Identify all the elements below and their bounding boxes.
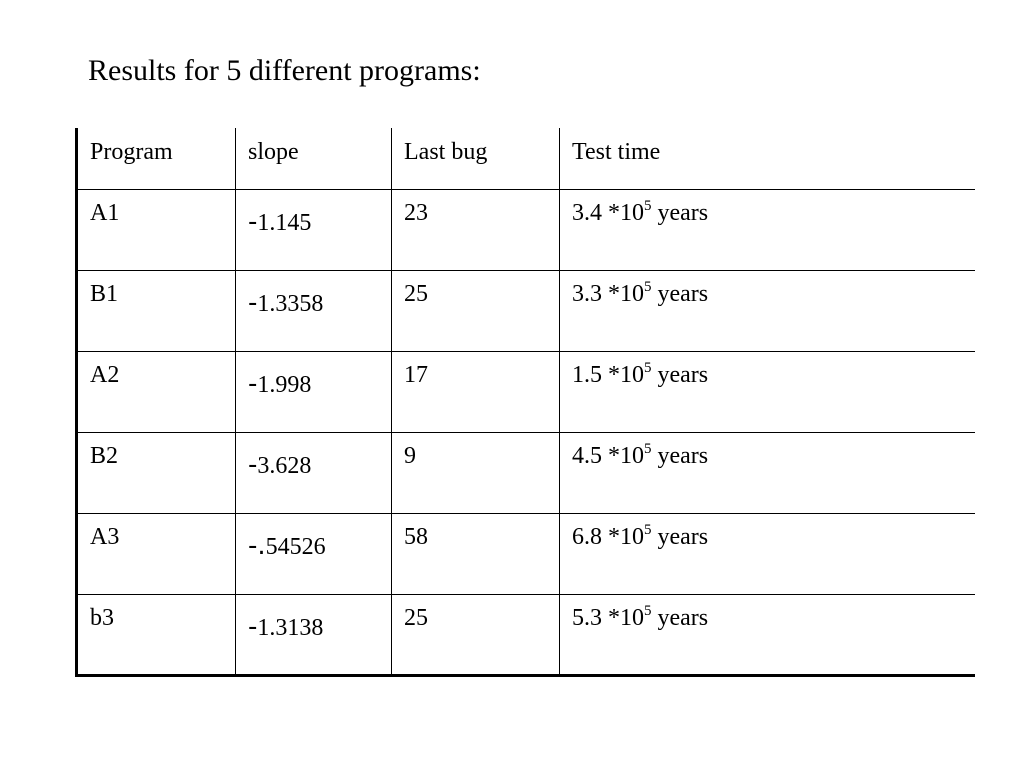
slope-sign: - [248,287,258,318]
test-time-mantissa: 6.8 *10 [572,523,644,550]
slope-cell [236,270,392,351]
test-time-cell [560,513,975,594]
slope-value: 3.628 [257,452,312,479]
slope-cell [236,513,392,594]
header-slope: slope [236,128,392,189]
slope-cell [236,189,392,270]
test-time-unit: years [657,199,709,226]
test-time-mantissa: 3.3 *10 [572,280,644,307]
slope-cell [236,432,392,513]
test-time-exponent: 5 [644,197,652,214]
test-time-exponent: 5 [644,602,652,619]
slope-sign: - [248,368,258,399]
test-time-mantissa: 5.3 *10 [572,604,644,631]
test-time-unit: years [657,604,709,631]
program-cell: B1 [77,270,236,351]
test-time-unit: years [657,280,709,307]
last-bug-cell: 23 [392,189,560,270]
test-time-cell [560,594,975,675]
test-time-mantissa: 3.4 *10 [572,199,644,226]
test-time-exponent: 5 [644,278,652,295]
last-bug-cell: 9 [392,432,560,513]
program-cell: A2 [77,351,236,432]
test-time-mantissa: 4.5 *10 [572,442,644,469]
program-cell: A3 [77,513,236,594]
last-bug-cell: 17 [392,351,560,432]
last-bug-cell: 25 [392,270,560,351]
test-time-cell [560,270,975,351]
slope-cell [236,594,392,675]
slope-sign: - [248,449,258,480]
header-last-bug: Last bug [392,128,560,189]
last-bug-cell: 58 [392,513,560,594]
program-cell: A1 [77,189,236,270]
table-row [77,594,975,675]
table-row [77,270,975,351]
table-header-row [77,128,975,189]
last-bug-cell: 25 [392,594,560,675]
test-time-unit: years [657,523,709,550]
test-time-mantissa: 1.5 *10 [572,361,644,388]
table-row [77,351,975,432]
test-time-cell [560,432,975,513]
test-time-exponent: 5 [644,359,652,376]
test-time-exponent: 5 [644,521,652,538]
slope-value: 1.998 [257,371,312,398]
slide-title: Results for 5 different programs: [88,54,481,87]
results-table [75,128,975,677]
slope-cell [236,351,392,432]
test-time-cell [560,351,975,432]
table-row [77,189,975,270]
slope-value: 1.145 [257,209,312,236]
test-time-unit: years [657,361,709,388]
slope-value: 1.3358 [257,290,324,317]
slope-sign: -. [248,530,266,561]
program-cell: B2 [77,432,236,513]
table-row [77,513,975,594]
program-cell: b3 [77,594,236,675]
header-test-time: Test time [560,128,975,189]
slope-sign: - [248,611,258,642]
slope-value: 54526 [265,533,326,560]
test-time-unit: years [657,442,709,469]
test-time-exponent: 5 [644,440,652,457]
slope-value: 1.3138 [257,614,324,641]
header-program: Program [77,128,236,189]
test-time-cell [560,189,975,270]
table-row [77,432,975,513]
slope-sign: - [248,206,258,237]
